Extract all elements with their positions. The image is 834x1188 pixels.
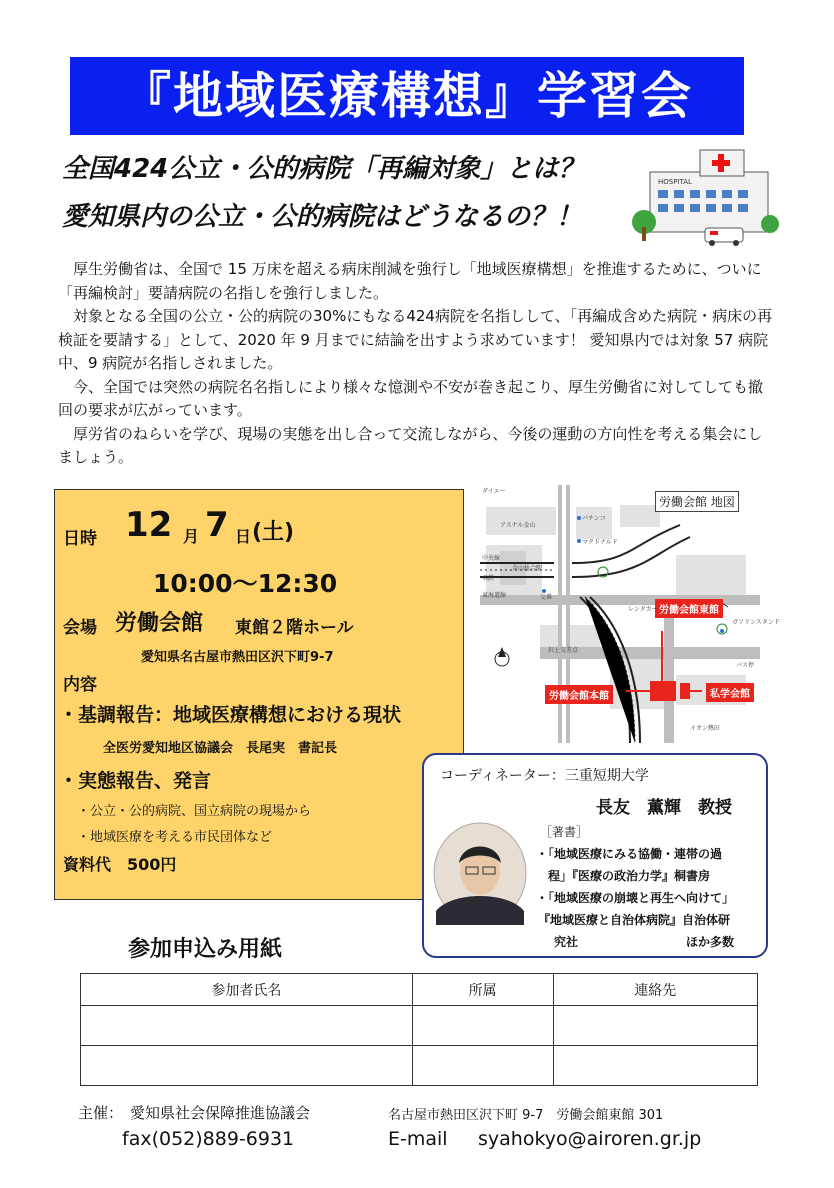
map-label-school: 私学会館: [706, 683, 754, 702]
page-title: 『地域医療構想』学習会: [70, 57, 744, 135]
map-landmark: 金山総合駅: [512, 565, 543, 572]
book-entry: ・「地域医療の崩壊と再生へ向けて」: [536, 891, 735, 905]
event-day: 7: [205, 505, 229, 545]
coordinator-role: コーディネーター：三重短期大学: [440, 768, 649, 784]
date-label: 日時: [63, 529, 97, 549]
map-label-east: 労働会館東館: [655, 599, 723, 618]
book-entry: 程」『医療の政治力学』桐書房: [548, 869, 711, 883]
affiliation-cell[interactable]: [412, 1006, 553, 1046]
affiliation-cell[interactable]: [412, 1046, 553, 1086]
venue-label: 会場: [63, 618, 97, 638]
map-landmark: マクドナルド: [582, 539, 618, 546]
map-landmark: アスナル金山: [500, 522, 536, 529]
map-landmark: レンタカー: [628, 606, 658, 613]
map-landmark: 沢上交差点: [548, 647, 579, 654]
column-header: 参加者氏名: [81, 974, 413, 1006]
table-row: [81, 1046, 758, 1086]
map-landmark: イオン熱田: [690, 725, 720, 732]
venue-hall: 東館２階ホール: [235, 618, 354, 638]
report-item: ・公立・公的病院、国立病院の現場から: [77, 804, 312, 819]
table-row: [81, 1006, 758, 1046]
coordinator-photo: [432, 821, 528, 925]
email-address[interactable]: syahokyo@airoren.gr.jp: [478, 1128, 702, 1150]
intro-paragraph: 厚労省のねらいを学び、現場の実態を出し合って交流しながら、今後の運動の方向性を考える集会にしましょう。: [58, 424, 763, 466]
event-month: 12: [125, 505, 173, 545]
coordinator-name: 長友 薫輝 教授: [596, 798, 732, 818]
map-landmark: 東海道線: [482, 592, 507, 599]
book-entry: 『地域医療と自治体病院』自治体研: [538, 913, 731, 927]
name-cell[interactable]: [81, 1046, 413, 1086]
report-item: ・地域医療を考える市民団体など: [77, 830, 273, 845]
contact-cell[interactable]: [553, 1046, 757, 1086]
event-weekday: (土): [252, 520, 295, 545]
organizer-name: 愛知県社会保障推進協議会: [130, 1104, 311, 1122]
coordinator-box: [422, 753, 768, 958]
intro-paragraph: 対象となる全国の公立・公的病院の30%にもなる424病院を名指しして、「再編成含めた病院・病床の再検証を要請する」として、2020 年 9 月までに結論を出すよう求めています！ 愛知県内では対象 57 病院中、9 病院が名指しされました。: [58, 307, 773, 372]
contact-cell[interactable]: [553, 1006, 757, 1046]
registration-form-table: [80, 973, 758, 1086]
subtitle-line2: 愛知県内の公立・公的病院はどうなるの？！: [62, 202, 583, 232]
map-label-main: 労働会館本館: [545, 685, 613, 704]
organizer-label: 主催：: [78, 1104, 124, 1122]
intro-paragraph: 今、全国では突然の病院名名指しにより様々な憶測や不安が巻き起こり、厚生労働省に対してしても撤回の要求が広がっています。: [58, 377, 764, 419]
month-unit: 月: [183, 527, 200, 546]
map-landmark: バス停: [736, 662, 755, 669]
intro-text: [58, 258, 776, 470]
hospital-illustration: [630, 142, 780, 252]
map-landmark: パチンコ: [582, 515, 606, 522]
reports-title: ・実態報告、発言: [59, 770, 212, 792]
book-entry: ・「地域医療にみる協働・連帯の過: [536, 847, 723, 861]
intro-paragraph: 厚生労働省は、全国で 15 万床を超える病床削減を強行し「地域医療構想」を推進するために、ついに「再編検討」要請病院の名指しを強行しました。: [58, 260, 762, 302]
organizer-address: 名古屋市熱田区沢下町 9-7 労働会館東館 301: [388, 1108, 664, 1123]
map-landmark: 中央線: [482, 555, 501, 562]
venue-name: 労働会館: [115, 611, 204, 636]
map-title: 労働会館 地図: [655, 491, 739, 512]
keynote-title: ・基調報告：地域医療構想における現状: [59, 704, 402, 726]
map-landmark: 交番: [540, 594, 553, 601]
column-header: 連絡先: [553, 974, 757, 1006]
day-unit: 日: [235, 527, 252, 546]
column-header: 所属: [412, 974, 553, 1006]
hospital-sign: HOSPITAL: [658, 178, 692, 186]
fax-number: fax(052)889-6931: [122, 1128, 295, 1150]
content-label: 内容: [63, 675, 97, 695]
map-landmark: ガソリンスタンド: [732, 619, 780, 626]
subtitle-line1: 全国424公立・公的病院「再編対象」とは？: [62, 154, 585, 184]
name-cell[interactable]: [81, 1006, 413, 1046]
form-title: 参加申込み用紙: [128, 937, 283, 962]
event-info-box: [54, 489, 464, 900]
books-others: ほか多数: [686, 935, 735, 949]
book-entry: 究社: [554, 935, 579, 949]
event-time: 10:00～12:30: [153, 569, 338, 598]
material-fee: 資料代 500円: [63, 855, 177, 874]
map-landmark: 名鉄: [482, 575, 495, 582]
keynote-speaker: 全医労愛知地区協議会 長尾実 書記長: [103, 741, 338, 756]
venue-address: 愛知県名古屋市熱田区沢下町9-7: [141, 650, 334, 665]
map-landmark: ダイエー: [482, 488, 506, 495]
books-label: ［著書］: [540, 825, 589, 839]
email-label: E-mail: [388, 1128, 448, 1150]
